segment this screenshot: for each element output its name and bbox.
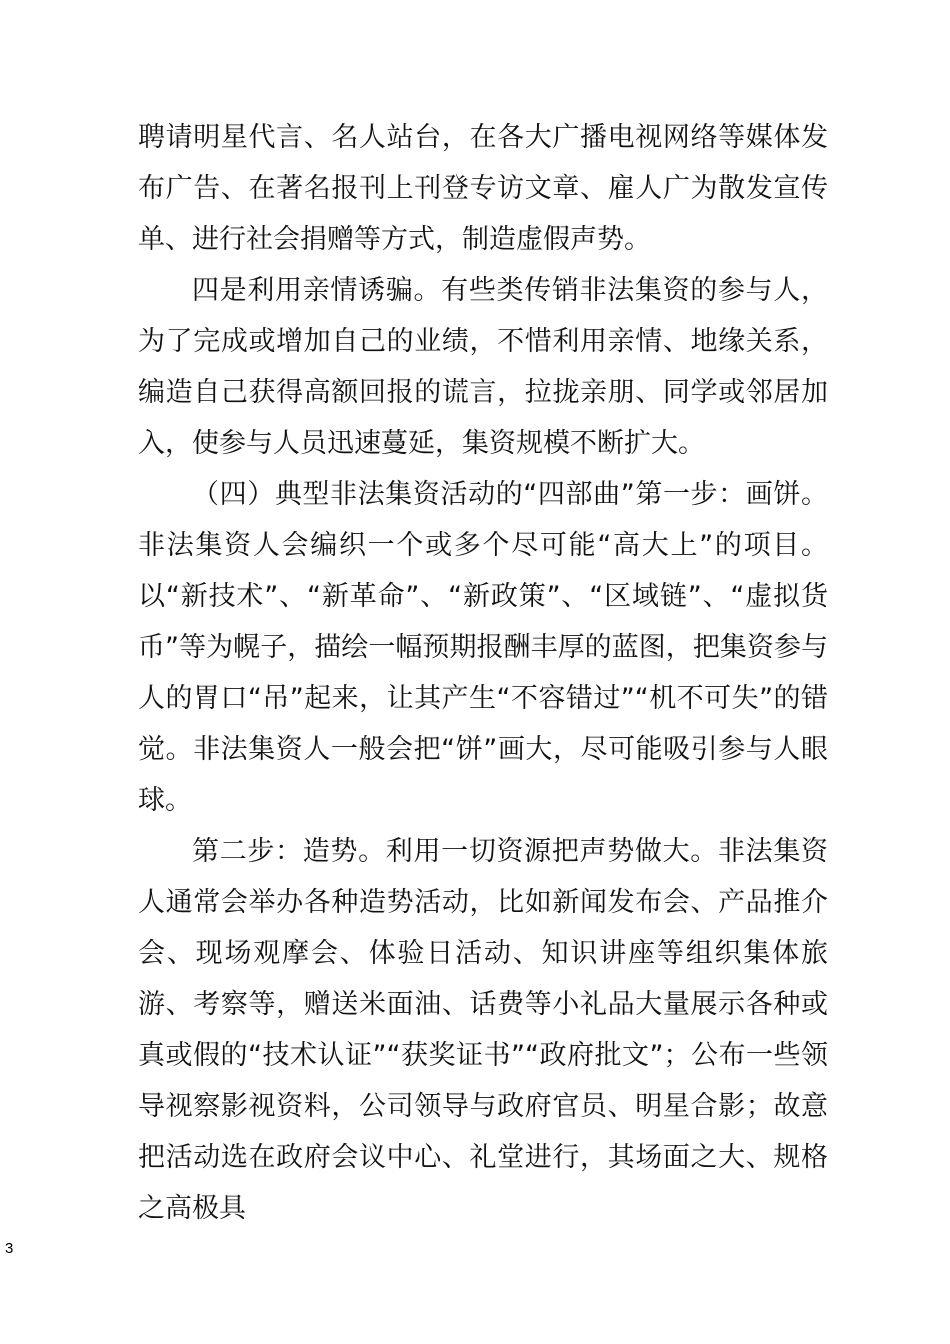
- page-number: 3: [5, 1240, 14, 1257]
- paragraph-step-two-momentum: 第二步：造势。利用一切资源把声势做大。非法集资人通常会举办各种造势活动，比如新闻发布会、产品推介会、现场观摩会、体验日活动、知识讲座等组织集体旅游、考察等，赠送米面油、话费等小礼品大量展示各种或真或假的“技术认证”“获奖证书”“政府批文”；公布一些领导视察影视资料，公司领导与政府官员、明星合影；故意把活动选在政府会议中心、礼堂进行，其场面之大、规格之高极具: [138, 836, 828, 1224]
- body-text: [138, 112, 828, 1234]
- paragraph-family-deception: 四是利用亲情诱骗。有些类传销非法集资的参与人，为了完成或增加自己的业绩，不惜利用亲情、地缘关系，编造自己获得高额回报的谎言，拉拢亲朋、同学或邻居加入，使参与人员迅速蔓延，集资规模不断扩大。: [138, 275, 828, 459]
- paragraph-continued-ads: 聘请明星代言、名人站台，在各大广播电视网络等媒体发布广告、在著名报刊上刊登专访文章、雇人广为散发宣传单、进行社会捐赠等方式，制造虚假声势。: [138, 122, 828, 255]
- paragraph-four-steps-draw-pie: （四）典型非法集资活动的“四部曲”第一步：画饼。非法集资人会编织一个或多个尽可能“高大上”的项目。以“新技术”、“新革命”、“新政策”、“区域链”、“虚拟货币”等为幌子，描绘一幅预期报酬丰厚的蓝图，把集资参与人的胃口“吊”起来，让其产生“不容错过”“机不可失”的错觉。非法集资人一般会把“饼”画大，尽可能吸引参与人眼球。: [138, 479, 828, 816]
